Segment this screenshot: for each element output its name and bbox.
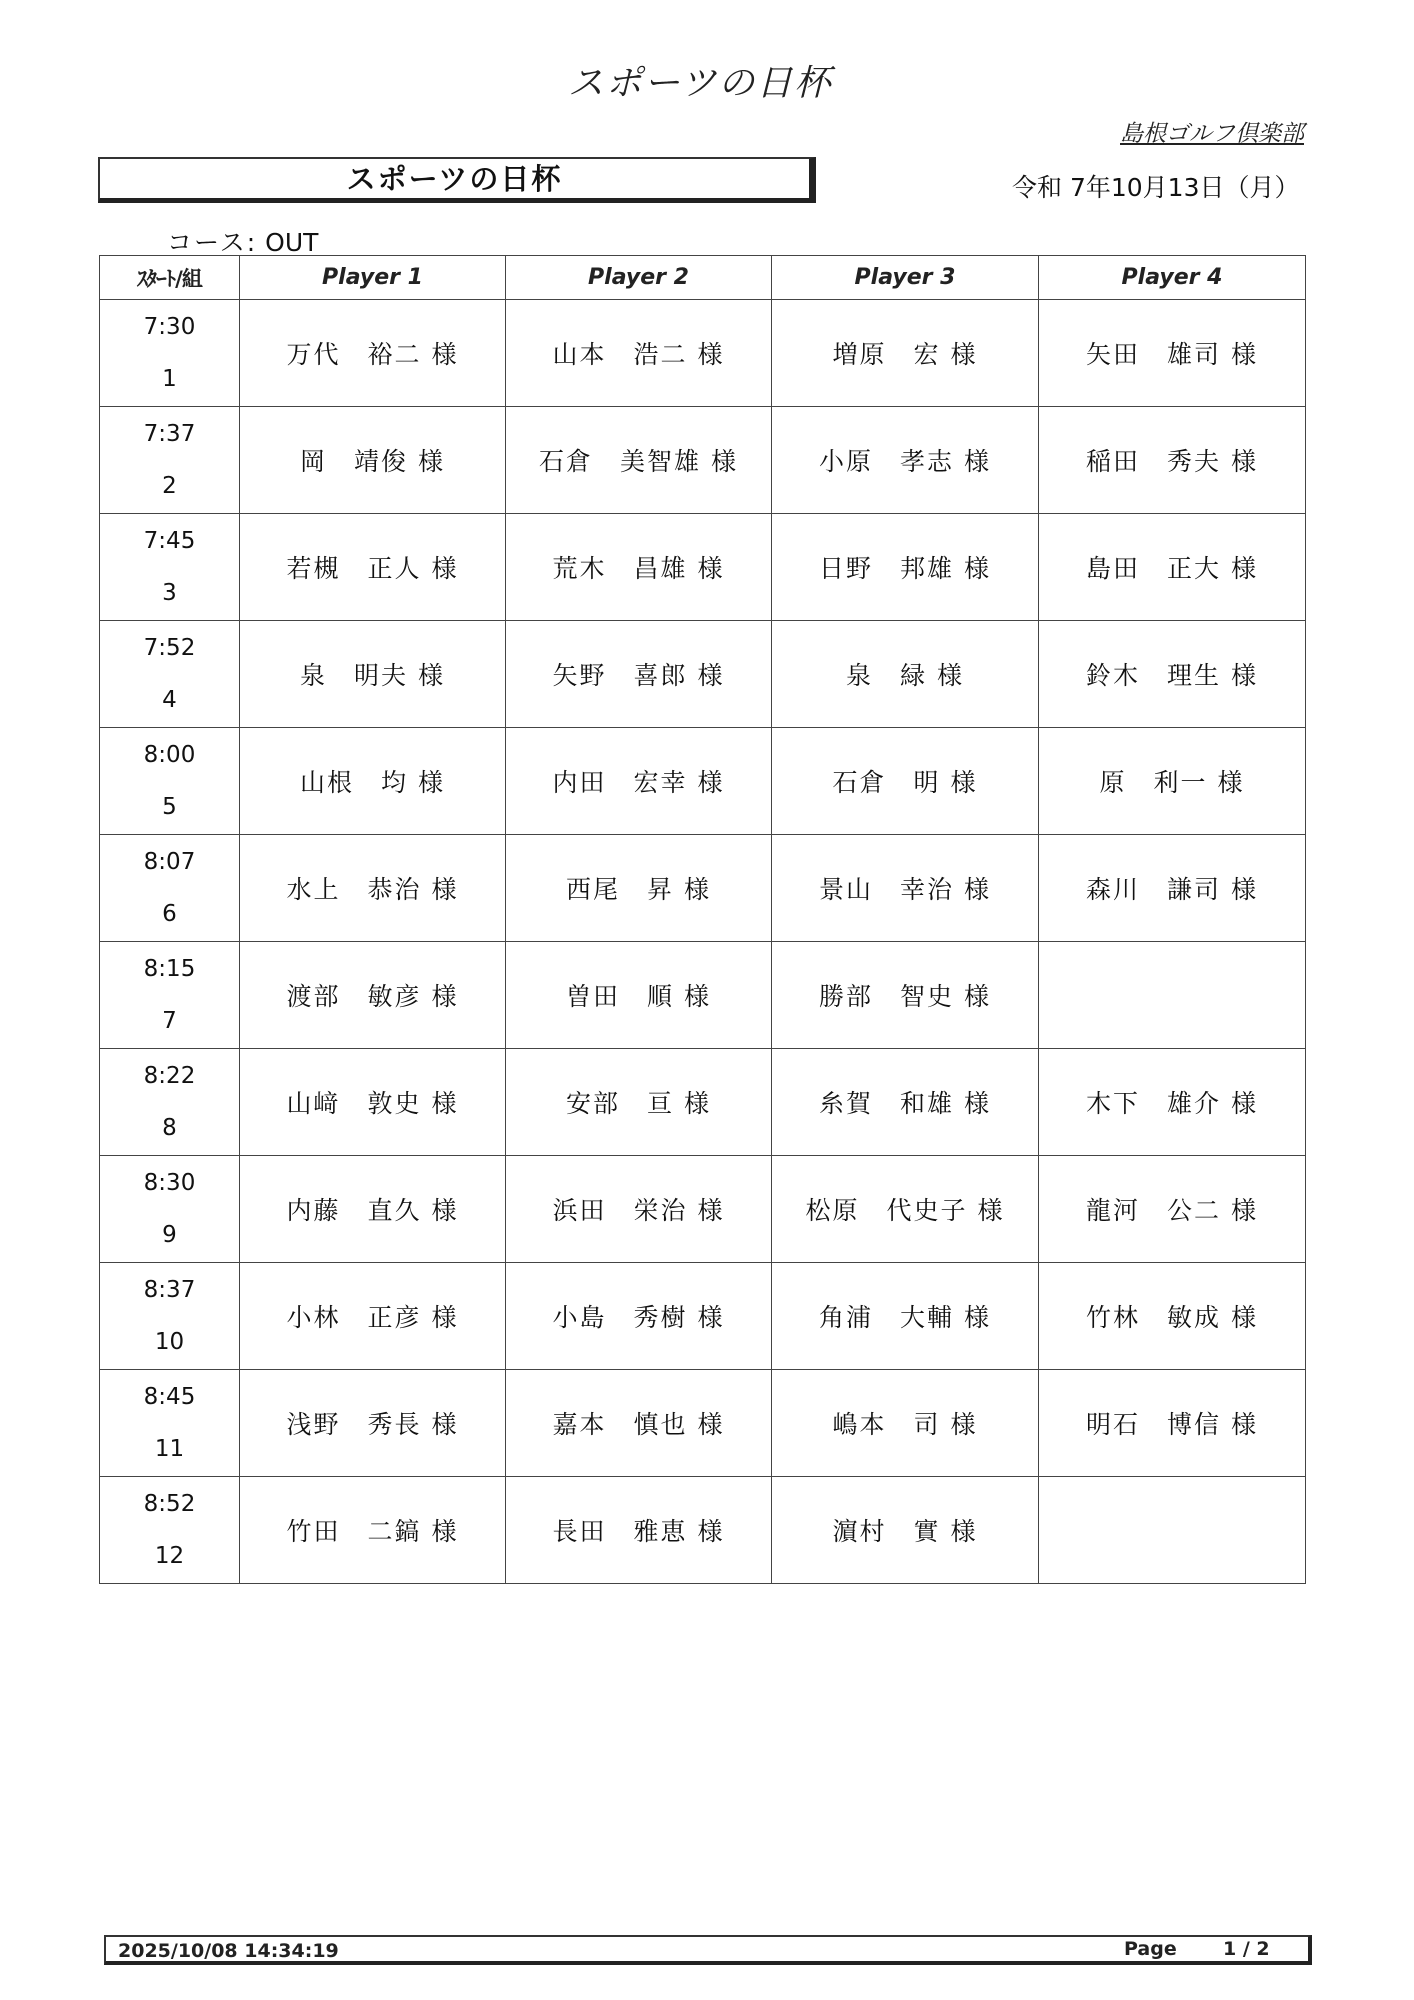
player-cell: 岡 靖俊 様 [240, 407, 506, 514]
table-row [100, 728, 1306, 835]
group-number: 9 [162, 1222, 177, 1248]
header-player-3: Player 3 [772, 256, 1039, 300]
player-cell: 西尾 昇 様 [506, 835, 772, 942]
player-cell: 木下 雄介 様 [1039, 1049, 1306, 1156]
player-cell: 泉 明夫 様 [240, 621, 506, 728]
player-cell: 山根 均 様 [240, 728, 506, 835]
player-cell: 長田 雅恵 様 [506, 1477, 772, 1584]
group-number: 8 [162, 1115, 177, 1141]
player-cell: 竹田 二鎬 様 [240, 1477, 506, 1584]
start-time-cell [100, 300, 240, 407]
player-cell: 石倉 明 様 [772, 728, 1039, 835]
page-label: Page [1124, 1938, 1177, 1960]
table-row [100, 407, 1306, 514]
header-player-4: Player 4 [1039, 256, 1306, 300]
player-cell: 日野 邦雄 様 [772, 514, 1039, 621]
start-time: 7:45 [143, 528, 196, 554]
start-time: 8:22 [143, 1063, 196, 1089]
start-time-cell [100, 621, 240, 728]
start-time-cell [100, 1370, 240, 1477]
group-number: 10 [154, 1329, 185, 1355]
group-number: 4 [162, 687, 177, 713]
start-time: 8:07 [143, 849, 196, 875]
document-title: スポーツの日杯 [567, 63, 833, 104]
start-time: 8:15 [143, 956, 196, 982]
start-time: 7:52 [143, 635, 196, 661]
player-cell: 松原 代史子 様 [772, 1156, 1039, 1263]
start-time: 8:00 [143, 742, 196, 768]
player-cell: 景山 幸治 様 [772, 835, 1039, 942]
player-cell: 矢田 雄司 様 [1039, 300, 1306, 407]
player-cell: 若槻 正人 様 [240, 514, 506, 621]
page-number: 1 / 2 [1223, 1938, 1270, 1960]
group-number: 6 [162, 901, 177, 927]
player-cell: 安部 亘 様 [506, 1049, 772, 1156]
start-time-cell [100, 514, 240, 621]
group-number: 5 [162, 794, 177, 820]
group-number: 3 [162, 580, 177, 606]
player-cell: 角浦 大輔 様 [772, 1263, 1039, 1370]
table-row [100, 835, 1306, 942]
course-value: OUT [265, 228, 319, 257]
player-cell: 龍河 公二 様 [1039, 1156, 1306, 1263]
group-number: 11 [154, 1436, 185, 1462]
start-time-cell [100, 407, 240, 514]
start-time: 7:37 [143, 421, 196, 447]
player-cell: 浜田 栄治 様 [506, 1156, 772, 1263]
table-row [100, 1477, 1306, 1584]
player-cell [1039, 1477, 1306, 1584]
player-cell: 山本 浩二 様 [506, 300, 772, 407]
footer-bar [104, 1935, 1312, 1965]
player-cell: 内藤 直久 様 [240, 1156, 506, 1263]
start-time-cell [100, 942, 240, 1049]
group-number: 2 [162, 473, 177, 499]
player-cell: 嘉本 慎也 様 [506, 1370, 772, 1477]
table-header-row [100, 256, 1306, 300]
player-cell: 嶋本 司 様 [772, 1370, 1039, 1477]
player-cell: 荒木 昌雄 様 [506, 514, 772, 621]
player-cell: 小島 秀樹 様 [506, 1263, 772, 1370]
start-time: 7:30 [143, 314, 196, 340]
player-cell: 濵村 實 様 [772, 1477, 1039, 1584]
start-time-cell [100, 1156, 240, 1263]
player-cell: 増原 宏 様 [772, 300, 1039, 407]
player-cell [1039, 942, 1306, 1049]
event-name-box: スポーツの日杯 [98, 157, 816, 203]
header-player-2: Player 2 [506, 256, 772, 300]
player-cell: 竹林 敏成 様 [1039, 1263, 1306, 1370]
table-row [100, 1370, 1306, 1477]
event-date: 令和 7年10月13日（月） [1012, 173, 1300, 202]
player-cell: 明石 博信 様 [1039, 1370, 1306, 1477]
player-cell: 浅野 秀長 様 [240, 1370, 506, 1477]
start-time-cell [100, 1263, 240, 1370]
player-cell: 勝部 智史 様 [772, 942, 1039, 1049]
start-time: 8:37 [143, 1277, 196, 1303]
course-label: コース: [167, 228, 258, 257]
player-cell: 鈴木 理生 様 [1039, 621, 1306, 728]
table-row [100, 942, 1306, 1049]
player-cell: 矢野 喜郎 様 [506, 621, 772, 728]
print-timestamp: 2025/10/08 14:34:19 [118, 1940, 339, 1962]
player-cell: 水上 恭治 様 [240, 835, 506, 942]
table-row [100, 300, 1306, 407]
table-row [100, 1156, 1306, 1263]
player-cell: 万代 裕二 様 [240, 300, 506, 407]
table-row [100, 621, 1306, 728]
start-time: 8:52 [143, 1491, 196, 1517]
player-cell: 森川 謙司 様 [1039, 835, 1306, 942]
start-time-cell [100, 1049, 240, 1156]
player-cell: 島田 正大 様 [1039, 514, 1306, 621]
player-cell: 小原 孝志 様 [772, 407, 1039, 514]
start-time-cell [100, 835, 240, 942]
player-cell: 稲田 秀夫 様 [1039, 407, 1306, 514]
table-row [100, 1263, 1306, 1370]
start-time: 8:45 [143, 1384, 196, 1410]
player-cell: 原 利一 様 [1039, 728, 1306, 835]
course-info [167, 223, 318, 259]
player-cell: 山﨑 敦史 様 [240, 1049, 506, 1156]
player-cell: 渡部 敏彦 様 [240, 942, 506, 1049]
player-cell: 内田 宏幸 様 [506, 728, 772, 835]
club-name: 島根ゴルフ倶楽部 [1120, 121, 1304, 147]
table-row [100, 1049, 1306, 1156]
header-start-group: ｽﾀｰﾄ/組 [100, 256, 240, 300]
player-cell: 小林 正彦 様 [240, 1263, 506, 1370]
header-player-1: Player 1 [240, 256, 506, 300]
start-time-cell [100, 728, 240, 835]
group-number: 7 [162, 1008, 177, 1034]
player-cell: 石倉 美智雄 様 [506, 407, 772, 514]
player-cell: 泉 緑 様 [772, 621, 1039, 728]
player-cell: 糸賀 和雄 様 [772, 1049, 1039, 1156]
start-time: 8:30 [143, 1170, 196, 1196]
player-cell: 曽田 順 様 [506, 942, 772, 1049]
start-time-cell [100, 1477, 240, 1584]
group-number: 1 [162, 366, 177, 392]
group-number: 12 [154, 1543, 185, 1569]
tee-time-table [99, 255, 1306, 1584]
table-row [100, 514, 1306, 621]
